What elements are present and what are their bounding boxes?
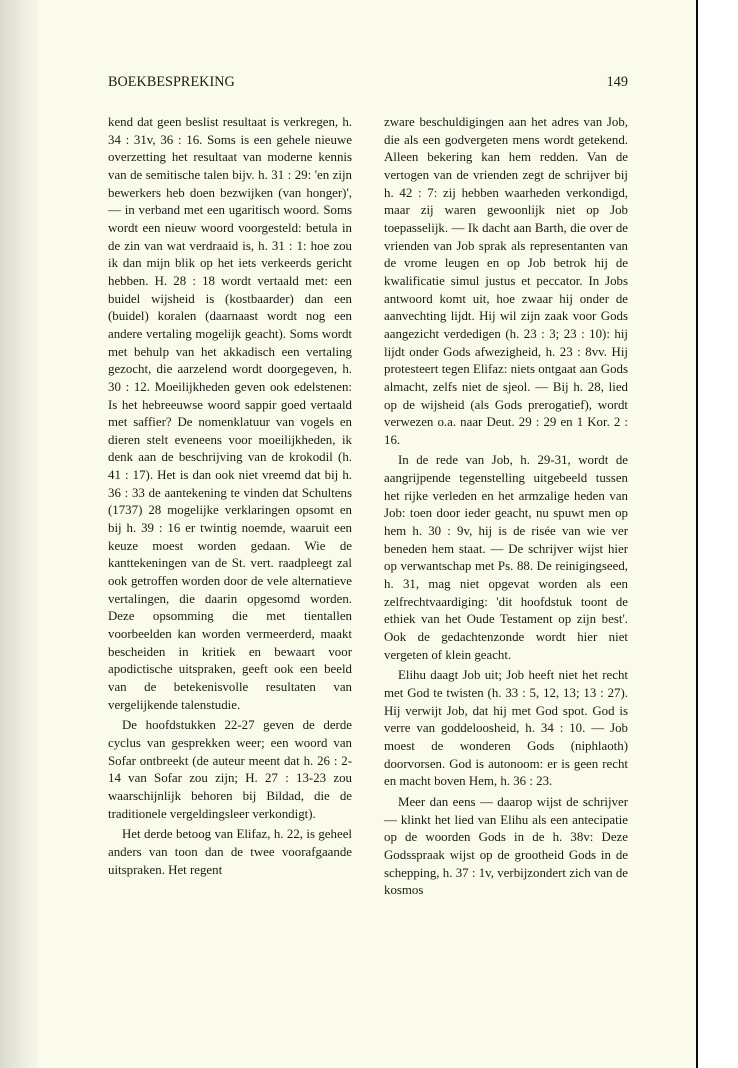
right-column bbox=[384, 114, 628, 903]
left-column bbox=[108, 114, 352, 882]
paragraph: Meer dan eens — daarop wijst de schrijver — klinkt het lied van Elihu als een antecipatie op de woorden Gods in de h. 38v: Deze Godsspraak wijst op de grootheid Gods in de schepping, h. 37 : 1v, verbijzondert zich van de kosmos bbox=[384, 794, 628, 898]
paragraph: De hoofdstukken 22-27 geven de derde cyclus van gesprekken weer; een woord van Sofar ontbreekt (de auteur meent dat h. 26 : 2-14 van Sofar zou zijn; H. 27 : 13-23 zou waarschijnlijk behoren bij Bildad, die de traditionele vergeldingsleer verkondigt). bbox=[108, 718, 352, 821]
paragraph: Elihu daagt Job uit; Job heeft niet het recht met God te twisten (h. 33 : 5, 12, 13; 13 : 27). Hij verwijt Job, dat hij met God spot. God is verre van goddeloosheid, h. 34 : 10. — Job moest de wonderen Gods (niphlaoth) doorvorsen. God is autonoom: er is geen recht en macht boven Hem, h. 36 : 23. bbox=[384, 668, 628, 789]
page-number: 149 bbox=[606, 74, 628, 90]
scan-gutter-shadow bbox=[0, 0, 38, 1068]
paragraph: zware beschuldigingen aan het adres van Job, die als een godvergeten mens wordt getekend. Alleen bekering kan hem redden. Van de vertogen van de vrienden zegt de schrijver bij h. 42 : 7: zij hebben waarheden verkondigd, maar zij waren gewoonlijk niet op Job toepasselijk. — Ik dacht aan Barth, die over de vrienden van Job sprak als representanten van de vrome leugen en op Job betrok hij de kwalificatie simul justus et peccator. In Jobs antwoord komt uit, hoe zwaar hij onder de aanvechting lijdt. Hij wil zijn zaak voor Gods aangezicht verdedigen (h. 23 : 3; 23 : 10): hij lijdt onder Gods afwezigheid, h. 23 : 8vv. Hij protesteert tegen Elifaz: niets ontgaat aan Gods almacht, zelfs niet de sjeol. — Bij h. 28, lied op de wijsheid (als Gods prerogatief), wordt verwezen o.a. naar Deut. 29 : 29 en 1 Kor. 2 : 16. bbox=[384, 115, 628, 447]
paragraph: Het derde betoog van Elifaz, h. 22, is geheel anders van toon dan de twee voorafgaande uitspraken. Het regent bbox=[108, 827, 352, 877]
running-title: BOEKBESPREKING bbox=[108, 74, 235, 90]
running-header bbox=[108, 74, 628, 94]
paragraph: In de rede van Job, h. 29-31, wordt de aangrijpende tegenstelling uitgebeeld tussen het rijke verleden en het armzalige heden van Job: toen door ieder geacht, nu spuwt men op hem h. 30 : 9v, hij is de risée van wie ver beneden hem staat. — De schrijver wijst hier op verwantschap met Ps. 88. De reinigingseed, h. 31, mag niet opgevat worden als een zelfrechtvaardiging: 'dit hoofdstuk toont de ethiek van het Oude Testament op zijn best'. Ook de gedachtenzonde wordt hier niet vergeten of klein geacht. bbox=[384, 453, 628, 662]
scan-margin-right bbox=[698, 0, 738, 1068]
paragraph: kend dat geen beslist resultaat is verkregen, h. 34 : 31v, 36 : 16. Soms is een gehele nieuwe overzetting het resultaat van moderne kennis van de semitische talen bijv. h. 31 : 29: 'en zijn bewerkers heb doen bezwijken (van honger)', — in verband met een ugaritisch woord. Soms wordt een nieuw woord voorgesteld: betula in de zin van wat verdraaid is, h. 31 : 1: hoe zou ik dan mijn blik op het iets verkeerds gericht hebben. H. 28 : 18 wordt vertaald met: een buidel wijsheid is (kostbaarder) dan een (buidel) koralen (daarnaast wordt nog een andere vertaling mogelijk geacht). Soms wordt met behulp van het akkadisch een vertaling gezocht, die aarzelend wordt doorgegeven, h. 30 : 12. Moeilijkheden geven ook edelstenen: Is het hebreeuwse woord sappir goed vertaald met saffier? De nomenklatuur van vogels en dieren stelt eveneens voor moeilijkheden, ik denk aan de beschrijving van de krokodil (h. 41 : 17). Het is dan ook niet vreemd dat bij h. 36 : 33 de aantekening te vinden dat Schultens (1737) 28 mogelijke verklaringen opsomt en bij h. 39 : 16 er twintig noemde, waaruit een keuze moest worden gedaan. Wie de kanttekeningen van de St. vert. raadpleegt zal ook getroffen worden door de vele alternatieve vertalingen, die daarin opgesomd worden. Deze opsomming die met tientallen voorbeelden kan worden vermeerderd, maakt bescheiden in kritiek en bewaart voor apodictische uitspraken, geeft ook een beeld van de betekenisvolle resultaten van vergelijkende talenstudie. bbox=[108, 115, 352, 712]
